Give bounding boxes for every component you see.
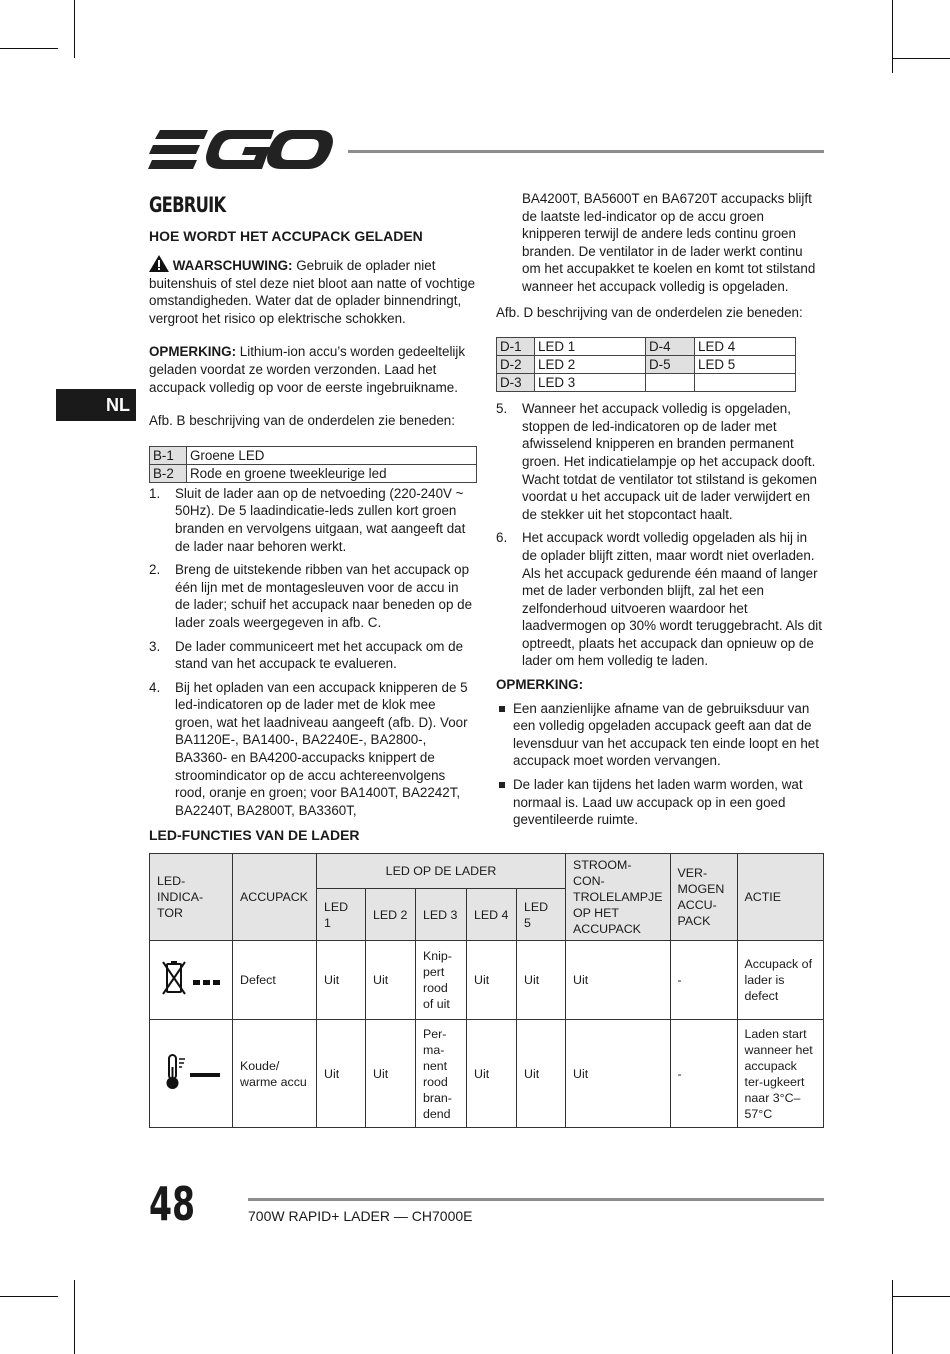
table-cell: D-2 [497,356,535,374]
header-cell: LED OP DE LADER [317,854,566,889]
afb-d-intro: Afb. D beschrijving van de onderdelen zie beneden: [496,304,803,320]
crop-mark [892,0,893,73]
warning-text: Gebruik de oplader niet buitenshuis of stel deze niet bloot aan natte of vochtige omstandigheden. Water dat de oplader binnendringt, vergroot het risico op elektrische schokken. [149,258,476,326]
section-title: GEBRUIK [149,193,226,217]
list-item [149,561,477,631]
led-functions-table [149,853,824,1128]
list-item [149,485,477,555]
header-rule [348,150,824,153]
list-item [496,529,824,670]
table-cell: - [670,941,737,1020]
table-cell: Knip-pert rood of uit [416,941,467,1020]
right-column [496,190,824,835]
crop-mark [0,1296,58,1297]
table-header-row [150,854,824,889]
list-item [496,400,824,523]
steps-list [149,485,477,820]
led-functions-title: LED-FUNCTIES VAN DE LADER [149,827,360,843]
table-cell: Uit [566,941,671,1020]
step-text: Sluit de lader aan op de netvoeding (220-240V ~ 50Hz). De 5 laadindicatie-leds zullen kort groen branden en vervolgens uitgaan, wat aangeeft dat de lader naar behoren werkt. [175,485,466,554]
step-text: Breng de uitstekende ribben van het accupack op één lijn met de montagesleuven voor de accu in de lader; schuif het accupack naar beneden op de lader zoals weergegeven in afb. C. [175,562,473,630]
table-cell: Uit [517,941,566,1020]
table-cell: Uit [366,941,416,1020]
warning-icon [149,255,169,272]
table-cell: D-3 [497,374,535,392]
step-number: 2. [149,562,161,578]
subsection-title: HOE WORDT HET ACCUPACK GELADEN [149,228,423,244]
table-cell: D-5 [646,356,695,374]
bullet-text: De lader kan tijdens het laden warm worden, wat normaal is. Laad uw accupack op in een goed geventileerde ruimte. [513,777,803,828]
note-label: OPMERKING: [496,677,584,693]
note-bullets [496,700,824,829]
afb-b-intro: Afb. B beschrijving van de onderdelen zie beneden: [149,413,455,429]
indicator-cell [150,941,233,1020]
ego-logo [148,128,333,172]
steps-list [496,400,824,670]
battery-defect-icon [160,959,222,997]
step-text: Het accupack wordt volledig opgeladen als hij in de oplader blijft zitten, maar wordt niet overladen. Als het accupack gedurende één maand of langer met de lader verbonden blijft, zal het een zelfonderhoud uitvoeren waardoor het laadvermogen op 30% wordt teruggebracht. Als dit optreedt, plaats het accupack dan opnieuw op de lader om hem volledig te laden. [522,530,822,669]
note-text: Lithium-ion accu’s worden gedeeltelijk geladen voordat ze worden verzonden. Laad het accupack volledig op voor de eerste ingebruikname. [149,344,466,395]
table-cell: - [670,1020,737,1128]
table-cell: Groene LED [187,446,477,464]
step-text: Wanneer het accupack volledig is opgeladen, stoppen de led-indicatoren op de lader met afwisselend knipperen en branden permanent groen. Het indicatielampje op het accupack dooft. Wacht totdat de ventilator tot stilstand is gekomen voordat u het accupack uit de lader verwijdert en de stekker uit het stopcontact haalt. [522,401,817,522]
header-cell: LED 4 [467,889,517,941]
table-cell [646,374,695,392]
table-cell: Defect [233,941,317,1020]
step4-continued: BA4200T, BA5600T en BA6720T accupacks blijft de laatste led-indicator op de accu groen knipperen terwijl de andere leds continu groen branden. De ventilator in de lader werkt continu om het accupakket te koelen en komt tot stilstand wanneer het accupack volledig is opgeladen. [522,191,816,294]
header-cell: ACCUPACK [233,854,317,941]
page-number: 48 [149,1177,196,1231]
table-cell: Per-ma-nent rood bran-dend [416,1020,467,1128]
table-cell: LED 3 [535,374,646,392]
table-cell: Laden start wanneer het accupack ter-ugkeert naar 3°C–57°C [737,1020,823,1128]
table-row [497,374,796,392]
note-paragraph [149,343,477,396]
list-item [149,638,477,673]
warning-paragraph [149,255,477,327]
afb-b-table [149,446,477,483]
crop-mark [74,1280,75,1354]
table-cell: Uit [566,1020,671,1128]
table-cell [695,374,796,392]
footer-text: 700W RAPID+ LADER — CH7000E [248,1208,473,1224]
crop-mark [892,1296,950,1297]
crop-mark [892,1280,893,1354]
bullet-icon [499,706,505,712]
list-item [149,679,477,820]
table-cell: LED 5 [695,356,796,374]
step-text: Bij het opladen van een accupack knipperen de 5 led-indicatoren op de lader met de klok mee groen, wat het laadniveau aangeeft (afb. D). Voor BA1120E-, BA1400-, BA2240E-, BA2800-, BA3360- en BA4200-accupacks knippert de stroomindicator op de accu achtereenvolgens rood, oranje en groen; voor BA1400T, BA2242T, BA2240T, BA2800T, BA3360T, [175,679,468,818]
warning-label: WAARSCHUWING: [172,258,293,273]
indicator-cell [150,1020,233,1128]
table-cell: LED 2 [535,356,646,374]
table-row [497,338,796,356]
header-cell: LED-INDICA-TOR [150,854,233,941]
table-row [497,356,796,374]
table-row [150,941,824,1020]
step-text: De lader communiceert met het accupack om de stand van het accupack te evalueren. [175,638,464,672]
list-item [496,700,824,770]
step-number: 4. [149,679,161,695]
note-label: OPMERKING: [149,344,237,360]
header-cell: ACTIE [737,854,823,941]
table-cell: Accupack of lader is defect [737,941,823,1020]
table-cell: LED 1 [535,338,646,356]
header-cell: LED 2 [366,889,416,941]
header-cell: STROOM-CON-TROLELAMPJE OP HET ACCUPACK [566,854,671,941]
table-cell: D-4 [646,338,695,356]
table-cell: D-1 [497,338,535,356]
table-row [150,446,477,464]
step-number: 5. [496,401,508,417]
step-number: 3. [149,638,161,654]
table-cell: Uit [517,1020,566,1128]
table-cell: Uit [317,941,366,1020]
list-item [496,776,824,829]
header-cell: LED 1 [317,889,366,941]
table-cell: Rode en groene tweekleurige led [187,464,477,482]
table-row [150,1020,824,1128]
footer-rule [248,1198,824,1201]
table-cell: Uit [366,1020,416,1128]
crop-mark [74,0,75,58]
bullet-text: Een aanzienlijke afname van de gebruiksduur van een volledig opgeladen accupack geeft aan dat de levensduur van het accupack ten einde loopt en het accupack moet worden vervangen. [513,700,819,769]
bullet-icon [499,782,505,788]
table-cell: Uit [467,1020,517,1128]
header-cell: LED 5 [517,889,566,941]
language-tab: NL [56,389,136,421]
table-cell: LED 4 [695,338,796,356]
table-cell: B-1 [150,446,187,464]
table-cell: B-2 [150,464,187,482]
header-cell: VER-MOGEN ACCU-PACK [670,854,737,941]
step-number: 6. [496,530,508,546]
crop-mark [892,58,950,59]
left-column [149,192,477,825]
table-cell: Koude/ warme accu [233,1020,317,1128]
afb-d-table [496,337,796,392]
thermometer-icon [160,1053,222,1091]
table-cell: Uit [467,941,517,1020]
table-row [150,464,477,482]
header-cell: LED 3 [416,889,467,941]
step-number: 1. [149,485,161,501]
table-cell: Uit [317,1020,366,1128]
crop-mark [0,48,58,49]
